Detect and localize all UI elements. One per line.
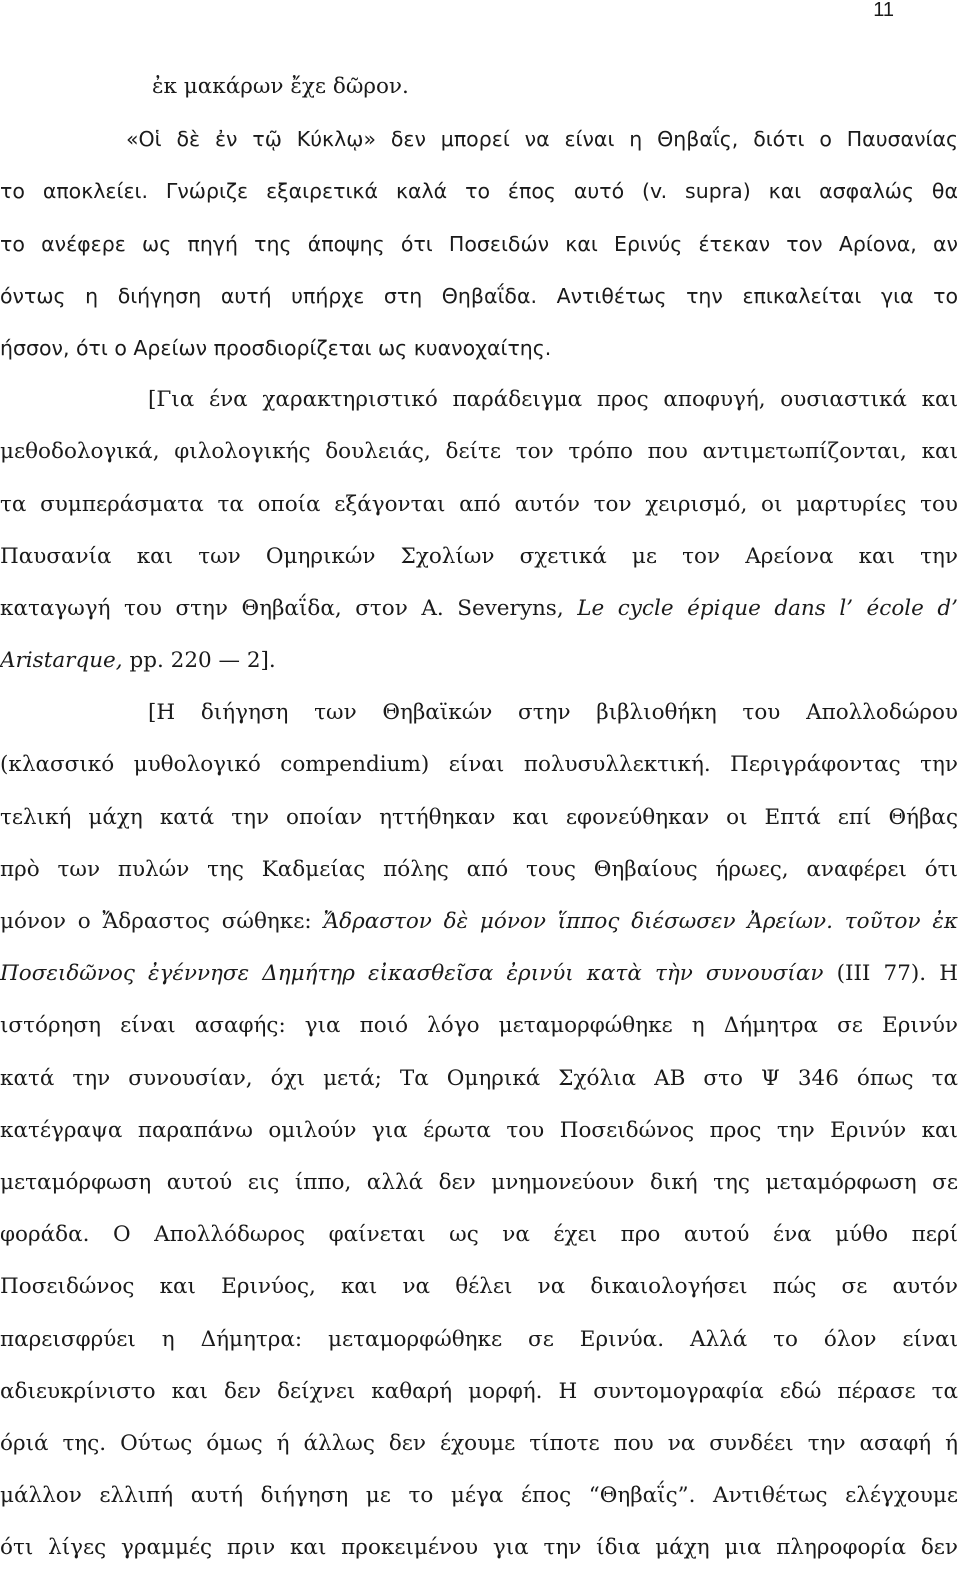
- text-line: κατέγραψα παραπάνω ομιλούν για έρωτα του Ποσειδώνος προς την Ερινύν και: [0, 1117, 958, 1143]
- text-line: μεταμόρφωση αυτού εις ίππο, αλλά δεν μνημονεύουν δική της μεταμόρφωση σε: [0, 1169, 958, 1195]
- book-title: Aristarque,: [0, 648, 123, 674]
- text-line: παρεισφρύει η Δήμητρα: μεταμορφώθηκε σε Ερινύα. Αλλά το όλον είναι: [0, 1326, 958, 1352]
- text-span: καταγωγή του στην Θηβαΐδα, στον Α. Severyns,: [0, 595, 564, 621]
- text-line: πρὸ των πυλών της Καδμείας πόλης από τους Θηβαίους ήρωες, αναφέρει ότι: [0, 856, 958, 882]
- text-span: (ΙΙΙ 77). Η: [836, 961, 958, 987]
- text-line: [Η διήγηση των Θηβαϊκών στην βιβλιοθήκη του Απολλοδώρου: [148, 700, 958, 726]
- greek-quotation: Ποσειδῶνος ἐγέννησε Δημήτηρ εἰκασθεῖσα ἐρινύι κατὰ τὴν συνουσίαν: [0, 961, 824, 987]
- text-line-with-citation: [0, 635, 958, 687]
- text-span: μόνον ο Ἄδραστος σώθηκε:: [0, 909, 312, 934]
- text-line-greek-quote: ἐκ μακάρων ἔχε δῶρον.: [152, 74, 409, 99]
- text-line: ήσσον, ότι ο Αρείων προσδιορίζεται ως κυανοχαίτης.: [0, 335, 552, 360]
- text-line: ότι λίγες γραμμές πριν και προκειμένου για την ίδια μάχη μια πληροφορία δεν: [0, 1535, 958, 1561]
- text-line: το ανέφερε ως πηγή της άποψης ότι Ποσειδών και Ερινύς έτεκαν τον Αρίονα, αν: [0, 231, 958, 256]
- text-line: το αποκλείει. Γνώριζε εξαιρετικά καλά το έπος αυτό (v. supra) και ασφαλώς θα: [0, 179, 958, 204]
- text-line: μεθοδολογικά, φιλολογικής δουλειάς, δείτε τον τρόπο που αντιμετωπίζονται, και: [0, 439, 958, 465]
- text-line: αδιευκρίνιστο και δεν δείχνει καθαρή μορφή. Η συντομογραφία εδώ πέρασε τα: [0, 1378, 958, 1404]
- text-line: «Οἱ δὲ ἐν τῷ Κύκλῳ» δεν μπορεί να είναι η Θηβαΐς, διότι ο Παυσανίας: [126, 127, 958, 152]
- text-line: τα συμπεράσματα τα οποία εξάγονται από αυτόν τον χειρισμό, οι μαρτυρίες του: [0, 491, 958, 517]
- text-line: τελική μάχη κατά την οποίαν ηττήθηκαν και εφονεύθηκαν οι Επτά επί Θήβας: [0, 804, 958, 830]
- text-line-with-quotation: [0, 948, 958, 1000]
- text-line: ιστόρηση είναι ασαφής: για ποιό λόγο μεταμορφώθηκε η Δήμητρα σε Ερινύν: [0, 1013, 958, 1039]
- text-span: pp. 220 — 2].: [129, 648, 276, 674]
- text-line: φοράδα. Ο Απολλόδωρος φαίνεται ως να έχει προ αυτού ένα μύθο περί: [0, 1222, 958, 1248]
- text-line: μάλλον ελλιπή αυτή διήγηση με το μέγα έπος “Θηβαΐς”. Αντιθέτως ελέγχουμε: [0, 1483, 958, 1509]
- text-line: [Για ένα χαρακτηριστικό παράδειγμα προς αποφυγή, ουσιαστικά και: [148, 387, 958, 413]
- text-line: όριά της. Ούτως όμως ή άλλως δεν έχουμε τίποτε που να συνδέει την ασαφή ή: [0, 1430, 958, 1456]
- greek-quotation: Ἄδραστον δὲ μόνον ἵππος διέσωσεν Ἀρείων. τοῦτον ἐκ: [323, 909, 958, 934]
- text-line: Ποσειδώνος και Ερινύος, και να θέλει να δικαιολογήσει πώς σε αυτόν: [0, 1274, 958, 1300]
- document-body: [0, 61, 958, 1574]
- page-number: 11: [873, 0, 894, 21]
- text-line: όντως η διήγηση αυτή υπήρχε στη Θηβαΐδα. Αντιθέτως την επικαλείται για το: [0, 283, 958, 308]
- book-title: Le cycle épique dans l’ école d’: [577, 595, 958, 621]
- text-line: (κλασσικό μυθολογικό compendium) είναι πολυσυλλεκτική. Περιγράφοντας την: [0, 752, 958, 778]
- text-line: κατά την συνουσίαν, όχι μετά; Τα Ομηρικά Σχόλια ΑΒ στο Ψ 346 όπως τα: [0, 1065, 958, 1091]
- text-line-with-citation: [0, 583, 958, 635]
- text-line-with-quotation: [0, 896, 958, 948]
- text-line: Παυσανία και των Ομηρικών Σχολίων σχετικά με τον Αρείονα και την: [0, 543, 958, 569]
